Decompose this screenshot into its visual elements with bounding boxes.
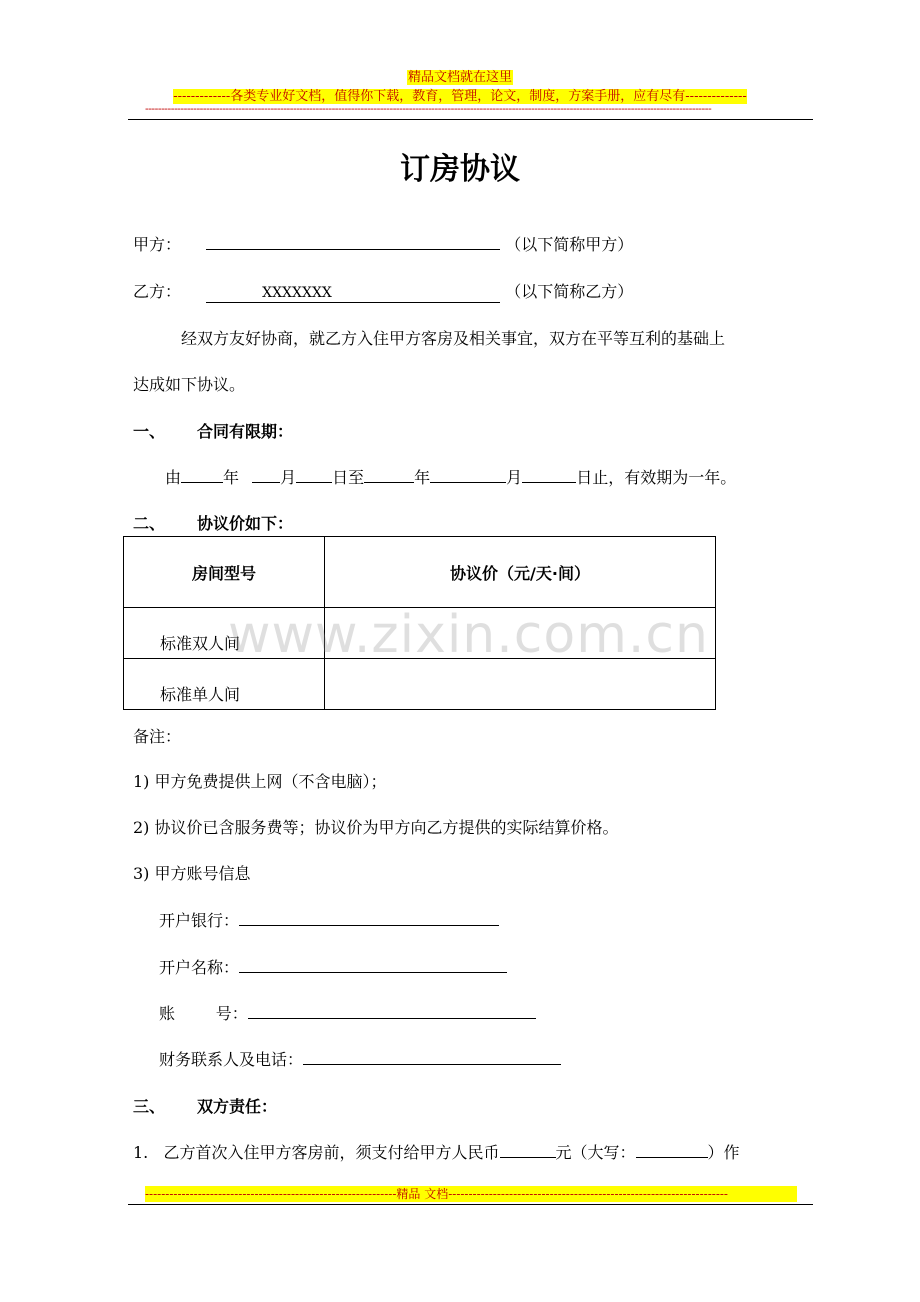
section1-heading: 一、 合同有限期：	[133, 422, 294, 441]
party-b-blank[interactable]	[206, 285, 500, 303]
note-3: 3) 甲方账号信息	[133, 864, 251, 883]
end-month-blank[interactable]	[430, 465, 506, 483]
contract-period-line: 由 年 月 日至 年 月 日止，有效期为一年。	[165, 465, 736, 488]
watermark: www.zixin.com.cn	[228, 605, 709, 665]
section3-heading: 三、 双方责任：	[133, 1097, 278, 1116]
party-a-line: 甲方： （以下简称甲方）	[133, 232, 633, 255]
room-type-cell: 标准单人间	[124, 659, 325, 710]
account-name-blank[interactable]	[239, 955, 507, 973]
account-name-line: 开户名称：	[159, 955, 507, 978]
footer-rule	[128, 1204, 813, 1205]
header-room-type: 房间型号	[124, 537, 325, 608]
note-2: 2) 协议价已含服务费等；协议价为甲方向乙方提供的实际结算价格。	[133, 818, 619, 837]
notes-label: 备注：	[133, 727, 182, 746]
room-type-cell: 标准双人间	[124, 608, 325, 659]
intro-paragraph-line1: 经双方友好协商，就乙方入住甲方客房及相关事宜，双方在平等互利的基础上	[181, 329, 726, 348]
bank-blank[interactable]	[239, 908, 499, 926]
start-month-blank[interactable]	[252, 465, 280, 483]
deposit-amount-blank[interactable]	[500, 1140, 556, 1158]
price-table-header	[124, 537, 716, 608]
price-cell[interactable]	[325, 659, 716, 710]
note-1: 1) 甲方免费提供上网（不含电脑）；	[133, 772, 387, 791]
finance-contact-blank[interactable]	[303, 1047, 561, 1065]
header-price: 协议价（元/天·间）	[325, 537, 716, 608]
bank-line: 开户银行：	[159, 908, 499, 931]
header-dash-line: --------------------------------------------------------------------------------------------------------------------------------------------------------------------------------	[145, 102, 712, 115]
start-day-blank[interactable]	[296, 465, 332, 483]
intro-paragraph-line2: 达成如下协议。	[133, 375, 246, 394]
party-a-blank[interactable]	[206, 232, 500, 250]
header-rule	[128, 119, 813, 120]
account-number-blank[interactable]	[248, 1001, 536, 1019]
start-year-blank[interactable]	[181, 465, 223, 483]
party-b-value: XXXXXXX	[262, 285, 332, 301]
document-title: 订房协议	[400, 152, 520, 187]
end-year-blank[interactable]	[364, 465, 414, 483]
table-row	[124, 659, 716, 710]
account-number-line: 账 号：	[159, 1001, 536, 1024]
responsibility-1: 1. 乙方首次入住甲方客房前，须支付给甲方人民币 元（大写： ）作	[133, 1140, 740, 1163]
section2-heading: 二、 协议价如下：	[133, 514, 294, 533]
finance-contact-line: 财务联系人及电话：	[159, 1047, 561, 1070]
header-banner-title: 精品文档就在这里	[407, 70, 512, 85]
end-day-blank[interactable]	[522, 465, 576, 483]
party-b-line: 乙方： XXXXXXX （以下简称乙方）	[133, 282, 634, 301]
header-banner-slogan: -------------各类专业好文档，值得你下载，教育，管理，论文，制度，方案手册，应有尽有--------------	[173, 89, 747, 104]
footer-banner: --------------------------------------------------------------精品 文档---------------------------------------------------------------------	[145, 1186, 797, 1202]
deposit-uppercase-blank[interactable]	[636, 1140, 708, 1158]
